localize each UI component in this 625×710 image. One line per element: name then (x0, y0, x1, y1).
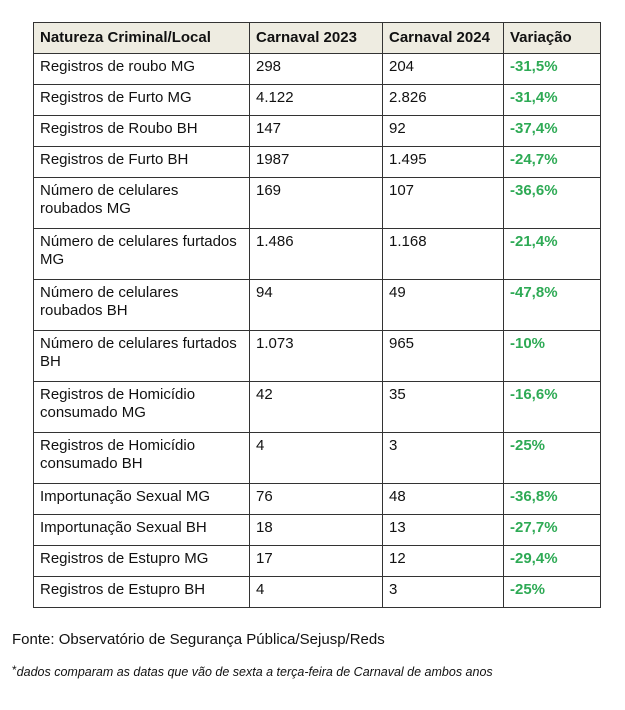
cell-variation: -16,6% (504, 382, 601, 433)
cell-2023: 298 (250, 54, 383, 85)
source-credit: Fonte: Observatório de Segurança Pública/Sejusp/Reds (12, 631, 385, 648)
cell-variation: -10% (504, 331, 601, 382)
cell-nature: Registros de roubo MG (34, 54, 250, 85)
cell-2024: 3 (383, 433, 504, 484)
table-row (34, 433, 601, 484)
cell-2024: 13 (383, 515, 504, 546)
cell-2024: 1.495 (383, 147, 504, 178)
cell-variation: -24,7% (504, 147, 601, 178)
table-row (34, 229, 601, 280)
cell-2024: 48 (383, 484, 504, 515)
footnote-text: dados comparam as datas que vão de sexta a terça-feira de Carnaval de ambos anos (16, 665, 493, 679)
table-row (34, 484, 601, 515)
cell-2023: 4 (250, 433, 383, 484)
cell-2024: 2.826 (383, 85, 504, 116)
table-row (34, 178, 601, 229)
cell-nature: Número de celulares roubados BH (34, 280, 250, 331)
cell-2024: 92 (383, 116, 504, 147)
crime-statistics-table (33, 22, 601, 608)
header-carnaval-2023: Carnaval 2023 (250, 23, 383, 54)
cell-2024: 12 (383, 546, 504, 577)
table-row (34, 331, 601, 382)
header-carnaval-2024: Carnaval 2024 (383, 23, 504, 54)
cell-2024: 1.168 (383, 229, 504, 280)
table-row (34, 147, 601, 178)
cell-variation: -21,4% (504, 229, 601, 280)
cell-2024: 965 (383, 331, 504, 382)
cell-variation: -31,4% (504, 85, 601, 116)
cell-nature: Registros de Homicídio consumado MG (34, 382, 250, 433)
cell-nature: Importunação Sexual MG (34, 484, 250, 515)
cell-2023: 1.073 (250, 331, 383, 382)
cell-2023: 94 (250, 280, 383, 331)
cell-variation: -29,4% (504, 546, 601, 577)
table-row (34, 577, 601, 608)
table-row (34, 280, 601, 331)
cell-nature: Registros de Homicídio consumado BH (34, 433, 250, 484)
cell-2023: 4.122 (250, 85, 383, 116)
cell-variation: -31,5% (504, 54, 601, 85)
table-row (34, 546, 601, 577)
cell-nature: Número de celulares furtados MG (34, 229, 250, 280)
table-row (34, 85, 601, 116)
header-nature: Natureza Criminal/Local (34, 23, 250, 54)
cell-variation: -25% (504, 433, 601, 484)
cell-2024: 204 (383, 54, 504, 85)
footnote-marker: * (12, 663, 17, 677)
cell-nature: Registros de Estupro BH (34, 577, 250, 608)
cell-nature: Registros de Furto MG (34, 85, 250, 116)
cell-2024: 107 (383, 178, 504, 229)
cell-variation: -36,8% (504, 484, 601, 515)
cell-variation: -25% (504, 577, 601, 608)
footnote (12, 664, 493, 680)
cell-nature: Número de celulares furtados BH (34, 331, 250, 382)
cell-nature: Registros de Estupro MG (34, 546, 250, 577)
cell-variation: -36,6% (504, 178, 601, 229)
cell-2023: 147 (250, 116, 383, 147)
cell-nature: Registros de Roubo BH (34, 116, 250, 147)
table-header-row (34, 23, 601, 54)
cell-variation: -47,8% (504, 280, 601, 331)
cell-2024: 49 (383, 280, 504, 331)
cell-2024: 35 (383, 382, 504, 433)
cell-2023: 42 (250, 382, 383, 433)
cell-variation: -27,7% (504, 515, 601, 546)
cell-2023: 169 (250, 178, 383, 229)
cell-2024: 3 (383, 577, 504, 608)
cell-2023: 4 (250, 577, 383, 608)
cell-nature: Registros de Furto BH (34, 147, 250, 178)
table-row (34, 382, 601, 433)
cell-nature: Importunação Sexual BH (34, 515, 250, 546)
cell-variation: -37,4% (504, 116, 601, 147)
table-row (34, 116, 601, 147)
cell-2023: 76 (250, 484, 383, 515)
cell-2023: 18 (250, 515, 383, 546)
cell-nature: Número de celulares roubados MG (34, 178, 250, 229)
table-row (34, 515, 601, 546)
cell-2023: 1.486 (250, 229, 383, 280)
cell-2023: 17 (250, 546, 383, 577)
cell-2023: 1987 (250, 147, 383, 178)
table-row (34, 54, 601, 85)
header-variation: Variação (504, 23, 601, 54)
